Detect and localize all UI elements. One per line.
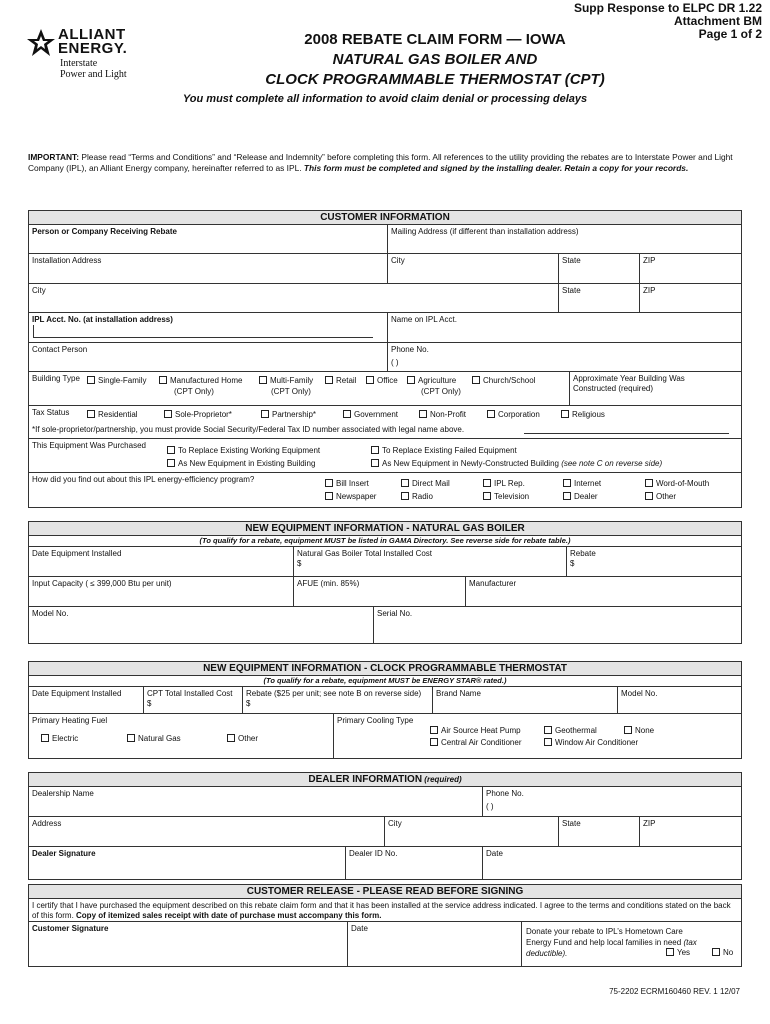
customer-section — [28, 210, 742, 508]
btype-retail[interactable]: Retail — [325, 376, 356, 386]
src-word[interactable]: Word-of-Mouth — [645, 479, 709, 489]
tax-religious[interactable]: Religious — [561, 410, 605, 420]
row-contact — [29, 343, 741, 372]
boiler-section — [28, 521, 742, 644]
row-purchased — [29, 439, 741, 473]
howfind-cell: How did you find out about this IPL energy-efficiency program? Bill Insert Direct Mail IPL Rep. Internet Word-of-Mouth Newspaper Radio Television Dealer Other — [32, 475, 710, 501]
row-cpt-fuel — [29, 714, 741, 758]
title-line2: NATURAL GAS BOILER AND — [332, 51, 538, 68]
cpt-section — [28, 661, 742, 759]
row-install — [29, 254, 741, 284]
purchased-cell: This Equipment Was Purchased To Replace Existing Working Equipment To Replace Existing Failed Equipment As New Equipment in Existing Building As New Equipment in Newly-Constructed Building (see note C on reverse side) — [32, 441, 663, 468]
row-tax — [29, 406, 741, 439]
purchase-new-existing[interactable]: As New Equipment in Existing Building — [167, 459, 315, 469]
heating-fuel-cell: Primary Heating Fuel Electric Natural Gas Other — [32, 716, 259, 743]
src-dealer[interactable]: Dealer — [563, 492, 598, 502]
src-internet[interactable]: Internet — [563, 479, 601, 489]
boiler-rebate-field[interactable]: Rebate $ — [566, 547, 741, 576]
dealer-id-field[interactable]: Dealer ID No. — [345, 847, 482, 879]
src-tv[interactable]: Television — [483, 492, 529, 502]
src-mail[interactable]: Direct Mail — [401, 479, 450, 489]
dealer-zip-field[interactable]: ZIP — [639, 817, 741, 846]
heat-electric[interactable]: Electric — [41, 734, 78, 744]
serial-field[interactable]: Serial No. — [373, 607, 741, 643]
btype-single[interactable]: Single-Family — [87, 376, 146, 386]
row-dealer-address — [29, 817, 741, 847]
cpt-title: NEW EQUIPMENT INFORMATION - CLOCK PROGRAMMABLE THERMOSTAT — [29, 662, 741, 676]
contact-field[interactable]: Contact Person — [32, 345, 88, 354]
heat-gas[interactable]: Natural Gas — [127, 734, 181, 744]
state-field[interactable]: State — [558, 254, 639, 283]
customer-date-field[interactable]: Date — [347, 922, 521, 966]
important-notice: IMPORTANT: Please read “Terms and Conditions” and “Release and Indemnity” before completing this form. All references to the utility providing the rebates are to Interstate Power and Light Company (IPL), an Alliant Energy company, hereinafter referred to as IPL. This form must be completed and signed by the installing dealer. Retain a copy for your records. — [28, 152, 733, 173]
dealer-date-field[interactable]: Date — [482, 847, 741, 879]
purchase-replace-failed[interactable]: To Replace Existing Failed Equipment — [371, 446, 517, 456]
phone-field[interactable]: Phone No. ( ) — [387, 343, 741, 371]
title-line3: CLOCK PROGRAMMABLE THERMOSTAT (CPT) — [265, 71, 605, 88]
state2-field[interactable]: State — [558, 284, 639, 312]
btype-multi[interactable]: Multi-Family — [259, 376, 313, 386]
dealer-title: DEALER INFORMATION (required) — [29, 773, 741, 787]
title-line1: 2008 REBATE CLAIM FORM — IOWA — [304, 31, 566, 48]
logo-sub: Interstate Power and Light — [60, 58, 127, 80]
dealership-name-field[interactable]: Dealership Name — [32, 789, 94, 798]
approx-year-field[interactable]: Approximate Year Building Was Constructed (required) — [569, 372, 741, 405]
cool-window[interactable]: Window Air Conditioner — [544, 738, 638, 748]
cool-none[interactable]: None — [624, 726, 654, 736]
install-address-field[interactable]: Installation Address — [32, 256, 102, 265]
row-howfind — [29, 473, 741, 507]
boiler-cost-field[interactable]: Natural Gas Boiler Total Installed Cost $ — [293, 547, 566, 576]
row-acct — [29, 313, 741, 343]
zip2-field[interactable]: ZIP — [639, 284, 741, 312]
donate-no[interactable]: No — [712, 948, 733, 958]
btype-agriculture[interactable]: Agriculture — [407, 376, 456, 386]
release-text: I certify that I have purchased the equipment described on this rebate claim form and that it has been installed at the service address indicated. I agree to the terms and conditions stated on the back of this form. Copy of itemized sales receipt with date of purchase must accompany this form. — [29, 899, 741, 922]
row-boiler-date — [29, 547, 741, 577]
city-field[interactable]: City — [387, 254, 558, 283]
city2-field[interactable]: City — [32, 286, 46, 295]
release-title: CUSTOMER RELEASE - PLEASE READ BEFORE SIGNING — [29, 885, 741, 899]
row-building — [29, 372, 741, 406]
acct-boxes — [33, 325, 373, 338]
attachment-label: Attachment BM — [673, 14, 762, 28]
input-capacity-field[interactable]: Input Capacity ( ≤ 399,000 Btu per unit) — [32, 579, 172, 588]
star-logo-icon — [26, 28, 56, 58]
name-on-acct-field[interactable]: Name on IPL Acct. — [387, 313, 741, 342]
dealer-section — [28, 772, 742, 880]
dealer-state-field[interactable]: State — [558, 817, 639, 846]
row-customer-sig — [29, 922, 741, 966]
zip-field[interactable]: ZIP — [639, 254, 741, 283]
boiler-note: (To qualify for a rebate, equipment MUST be listed in GAMA Directory. See reverse side for rebate table.) — [29, 536, 741, 547]
row-person — [29, 225, 741, 254]
customer-signature-field[interactable]: Customer Signature — [32, 924, 109, 933]
btype-church[interactable]: Church/School — [472, 376, 535, 386]
row-city2 — [29, 284, 741, 313]
supp-response: Supp Response to ELPC DR 1.22 — [573, 1, 762, 15]
tax-status-cell: Tax Status Residential Sole-Proprietor* Partnership* Government Non-Profit Corporation Religious *If sole-proprietor/partnership, you must provide Social Security/Federal Tax ID number associated with legal name above. — [29, 406, 741, 438]
acct-field[interactable]: IPL Acct. No. (at installation address) — [29, 313, 387, 342]
src-bill[interactable]: Bill Insert — [325, 479, 369, 489]
row-boiler-input — [29, 577, 741, 607]
release-section — [28, 884, 742, 967]
form-title — [180, 30, 690, 90]
tax-partnership[interactable]: Partnership* — [261, 410, 316, 420]
boiler-model-field[interactable]: Model No. — [32, 609, 69, 618]
row-boiler-model — [29, 607, 741, 643]
boiler-date-field[interactable]: Date Equipment Installed — [32, 549, 122, 558]
src-newspaper[interactable]: Newspaper — [325, 492, 376, 502]
src-radio[interactable]: Radio — [401, 492, 433, 502]
cpt-cost-field[interactable]: CPT Total Installed Cost $ — [143, 687, 242, 713]
row-cpt-date — [29, 687, 741, 714]
dealer-phone-field[interactable]: Phone No. ( ) — [482, 787, 741, 816]
dealer-signature-field[interactable]: Dealer Signature — [32, 849, 96, 858]
boiler-title: NEW EQUIPMENT INFORMATION - NATURAL GAS BOILER — [29, 522, 741, 536]
row-dealer-sig — [29, 847, 741, 879]
logo-brand: ALLIANT ENERGY. — [58, 26, 128, 57]
donate-cell: Donate your rebate to IPL’s Hometown Care Energy Fund and help local families in need (tax deductible). Yes No — [521, 922, 741, 966]
dealer-city-field[interactable]: City — [384, 817, 558, 846]
cool-central[interactable]: Central Air Conditioner — [430, 738, 521, 748]
afue-field[interactable]: AFUE (min. 85%) — [293, 577, 465, 606]
alliant-logo — [26, 26, 176, 86]
tax-sole[interactable]: Sole-Proprietor* — [164, 410, 232, 420]
src-rep[interactable]: IPL Rep. — [483, 479, 525, 489]
row-dealer-name — [29, 787, 741, 817]
cool-heat-pump[interactable]: Air Source Heat Pump — [430, 726, 521, 736]
sole-note: *If sole-proprietor/partnership, you must provide Social Security/Federal Tax ID number associated with legal name above. — [32, 425, 465, 434]
cpt-date-field[interactable]: Date Equipment Installed — [32, 689, 122, 698]
brand-field[interactable]: Brand Name — [432, 687, 617, 713]
cpt-rebate-field[interactable]: Rebate ($25 per unit; see note B on reverse side) $ — [242, 687, 432, 713]
cpt-note: (To qualify for a rebate, equipment MUST be ENERGY STAR® rated.) — [29, 676, 741, 687]
tax-corporation[interactable]: Corporation — [487, 410, 540, 420]
tax-nonprofit[interactable]: Non-Profit — [419, 410, 466, 420]
mailing-field[interactable]: Mailing Address (if different than installation address) — [387, 225, 741, 253]
purchase-replace-working[interactable]: To Replace Existing Working Equipment — [167, 446, 320, 456]
customer-title: CUSTOMER INFORMATION — [29, 211, 741, 225]
dealer-address-field[interactable]: Address — [32, 819, 62, 828]
donate-yes[interactable]: Yes — [666, 948, 690, 958]
purchase-new-construction[interactable]: As New Equipment in Newly-Constructed Building (see note C on reverse side) — [371, 459, 662, 469]
btype-office[interactable]: Office — [366, 376, 398, 386]
page-number: Page 1 of 2 — [698, 27, 762, 41]
form-footer: 75-2202 ECRM160460 REV. 1 12/07 — [609, 987, 740, 996]
cool-geothermal[interactable]: Geothermal — [544, 726, 597, 736]
building-type-cell: Building Type Single-Family Manufactured Home (CPT Only) Multi-Family (CPT Only) Retail Office Agriculture (CPT Only) Church/School — [32, 374, 536, 396]
tax-id-line[interactable] — [524, 433, 729, 434]
tax-government[interactable]: Government — [343, 410, 398, 420]
manufacturer-field[interactable]: Manufacturer — [465, 577, 741, 606]
btype-manufactured[interactable]: Manufactured Home — [159, 376, 242, 386]
cooling-type-cell: Primary Cooling Type Air Source Heat Pump Geothermal None Central Air Conditioner Window Air Conditioner — [333, 714, 741, 758]
cpt-model-field[interactable]: Model No. — [617, 687, 741, 713]
heat-other[interactable]: Other — [227, 734, 258, 744]
warning-text: You must complete all information to avoid claim denial or processing delays — [182, 93, 588, 105]
tax-residential[interactable]: Residential — [87, 410, 138, 420]
person-field[interactable]: Person or Company Receiving Rebate — [32, 227, 177, 236]
src-other[interactable]: Other — [645, 492, 676, 502]
